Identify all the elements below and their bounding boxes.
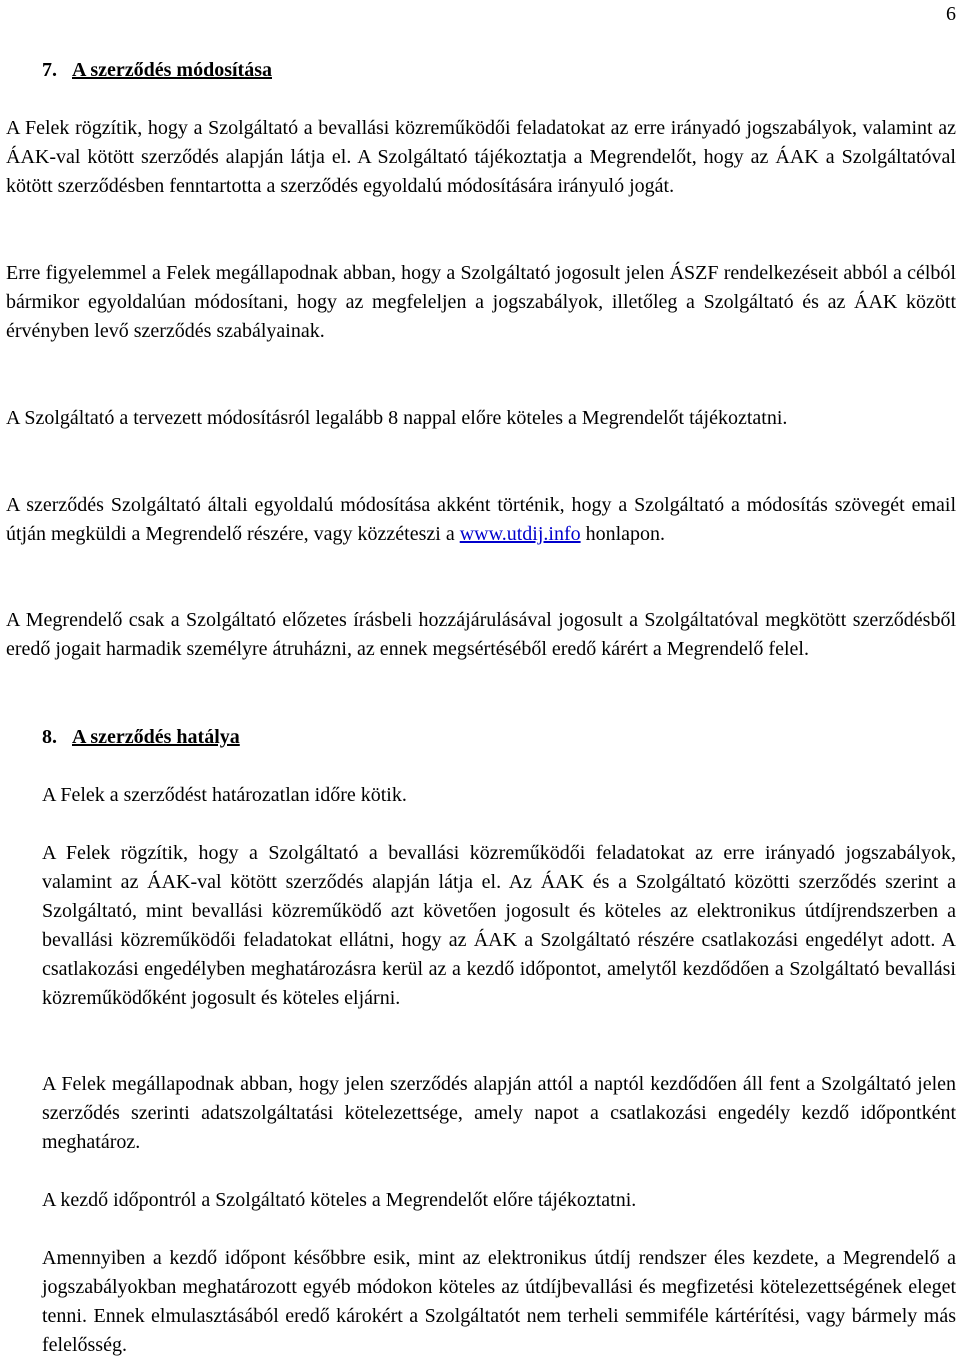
section-7-paragraph-2: Erre figyelemmel a Felek megállapodnak abban, hogy a Szolgáltató jogosult jelen ÁSZF rendelkezéseit abból a célból bármikor egyoldalúan módosítani, hogy az megfeleljen a jogszabályok, illetőleg a Szolgáltató és az ÁAK között érvényben levő szerződés szabályainak.	[6, 262, 956, 342]
section-8-title: A szerződés hatálya	[72, 726, 240, 748]
section-7-paragraph-4-end: honlapon.	[580, 523, 666, 545]
section-7-paragraph-1: A Felek rögzítik, hogy a Szolgáltató a bevallási közreműködői feladatokat az erre irányadó jogszabályok, valamint az ÁAK-val kötött szerződés alapján látja el. A Szolgáltató tájékoztatja a Megrendelőt, hogy az ÁAK a Szolgáltatóval kötött szerződésben fenntartotta a szerződés egyoldalú módosítására irányuló jogát.	[6, 117, 956, 197]
section-7-heading	[42, 56, 272, 85]
section-7-title: A szerződés módosítása	[72, 59, 272, 81]
section-8-paragraph-4: A kezdő időpontról a Szolgáltató köteles a Megrendelőt előre tájékoztatni.	[42, 1189, 637, 1211]
section-7-paragraph-4-text: A szerződés Szolgáltató általi egyoldalú módosítása akként történik, hogy a Szolgáltató a módosítás szövegét email útján megküldi a Megrendelő részére, vagy közzéteszi a	[6, 494, 956, 545]
page-number: 6	[946, 3, 956, 25]
section-8-number: 8.	[42, 726, 57, 748]
utdij-website-link[interactable]: www.utdij.info	[459, 523, 581, 545]
section-7-paragraph-5: A Megrendelő csak a Szolgáltató előzetes írásbeli hozzájárulásával jogosult a Szolgáltatóval megkötött szerződésből eredő jogait harmadik személyre átruházni, az ennek megsértéséből eredő kárért a Megrendelő felel.	[6, 609, 956, 660]
section-8-heading	[42, 723, 240, 752]
section-7-number: 7.	[42, 59, 57, 81]
section-7-paragraph-4	[6, 491, 956, 549]
section-8-paragraph-5: Amennyiben a kezdő időpont későbbre esik, mint az elektronikus útdíj rendszer éles kezdete, a Megrendelő a jogszabályokban meghatározott egyéb módokon köteles az útdíjbevallási és megfizetési kötelezettségének eleget tenni. Ennek elmulasztásából eredő károkért a Szolgáltatót nem terheli semmiféle kártérítési, vagy bármely más felelősség.	[42, 1247, 956, 1356]
section-8-paragraph-2: A Felek rögzítik, hogy a Szolgáltató a bevallási közreműködői feladatokat az erre irányadó jogszabályok, valamint az ÁAK-val kötött szerződés alapján látja el. Az ÁAK és a Szolgáltató közötti szerződés szerint a Szolgáltató, mint bevallási közreműködő azt követően jogosult és köteles az elektronikus útdíjrendszerben a bevallási közreműködői feladatokat ellátni, hogy az ÁAK a Szolgáltató részére csatlakozási engedélyt adott. A csatlakozási engedélyben meghatározásra kerül az a kezdő időpontot, amelytől kezdődően a Szolgáltató bevallási közreműködőként jogosult és köteles eljárni.	[42, 842, 956, 1009]
section-7-paragraph-3: A Szolgáltató a tervezett módosításról legalább 8 nappal előre köteles a Megrendelőt tájékoztatni.	[6, 407, 788, 429]
section-8-paragraph-3: A Felek megállapodnak abban, hogy jelen szerződés alapján attól a naptól kezdődően áll fent a Szolgáltató jelen szerződés szerinti adatszolgáltatási kötelezettsége, amely napot a csatlakozási engedély kezdő időpontként meghatároz.	[42, 1073, 956, 1153]
section-8-paragraph-1: A Felek a szerződést határozatlan időre kötik.	[42, 784, 407, 806]
